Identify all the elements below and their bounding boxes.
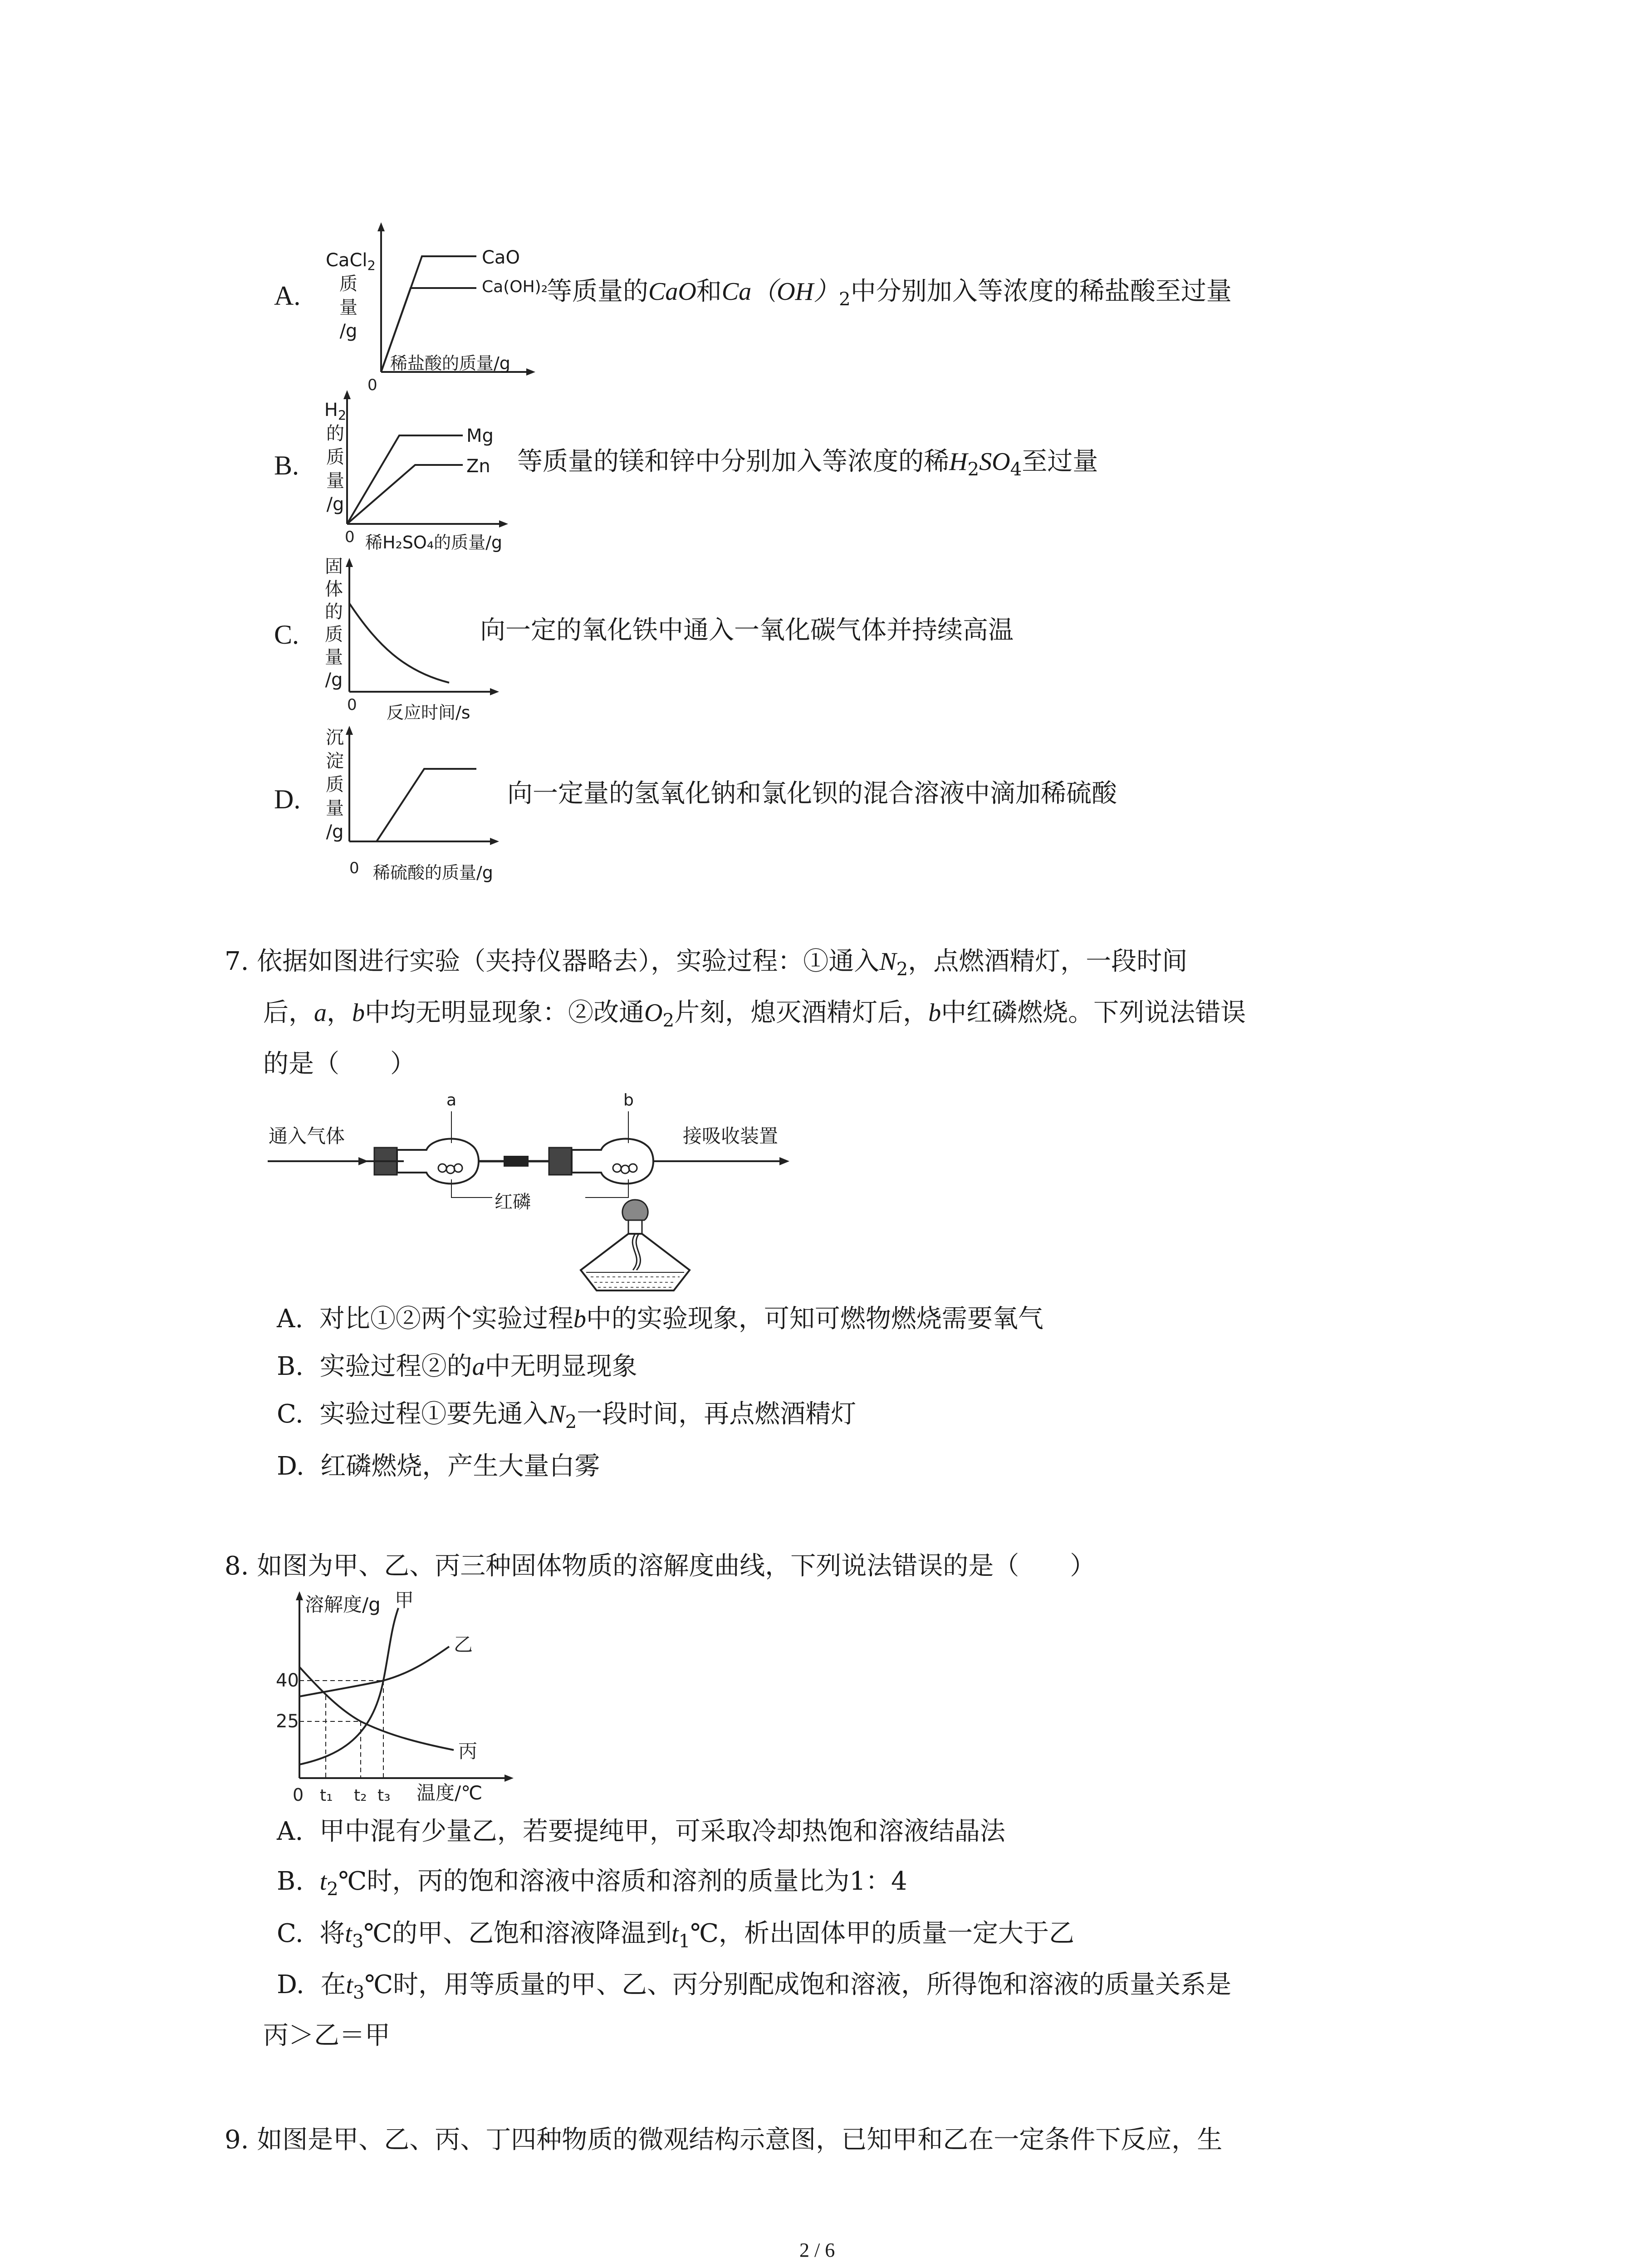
option-a-x-axis: 稀盐酸的质量/g xyxy=(390,353,510,373)
option-d-x-axis: 稀硫酸的质量/g xyxy=(373,863,493,883)
option-c-text: 向一定的氧化铁中通入一氧化碳气体并持续高温 xyxy=(480,616,1014,645)
q7-outlet-label: 接吸收装置 xyxy=(683,1125,779,1147)
option-b-y-axis: $H_2$ 的 质 量 /g xyxy=(324,400,347,515)
page-number: 2 / 6 xyxy=(799,2239,835,2261)
svg-text:0: 0 xyxy=(345,528,355,546)
option-a-y-axis: CaCl$_2$ 质 量 /g xyxy=(326,250,376,342)
series-yi: 乙 xyxy=(454,1633,473,1656)
origin-label: 0 xyxy=(367,376,377,394)
option-c-letter: C. xyxy=(274,620,299,650)
q8-option-a: A. 甲中混有少量乙，若要提纯甲，可采取冷却热饱和溶液结晶法 xyxy=(277,1817,1005,1846)
q8-y-axis-label: 溶解度/g xyxy=(305,1593,381,1616)
q7-label-a: a xyxy=(446,1091,457,1110)
x-tick-t1: t₁ xyxy=(320,1786,333,1805)
q7-inlet-label: 通入气体 xyxy=(269,1125,345,1147)
option-b-text: 等质量的镁和锌中分别加入等浓度的稀$H_2SO_4$至过量 xyxy=(517,447,1098,480)
q7-apparatus-diagram xyxy=(268,1084,794,1293)
q7-line3: 的是（ ） xyxy=(263,1049,416,1079)
svg-text:0: 0 xyxy=(347,696,357,714)
q9-stem: 9. 如图是甲、乙、丙、丁四种物质的微观结构示意图，已知甲和乙在一定条件下反应，生 xyxy=(225,2125,1223,2155)
q7-option-c: C. 实验过程①要先通入$N_2$一段时间，再点燃酒精灯 xyxy=(277,1399,857,1433)
y-tick-40: 40 xyxy=(276,1670,299,1691)
q8-option-c: C. 将$t_3℃$的甲、乙饱和溶液降温到$t_1℃$，析出固体甲的质量一定大于乙 xyxy=(277,1919,1075,1952)
q8-option-b: B. $t_2℃$时，丙的饱和溶液中溶质和溶剂的质量比为1：4 xyxy=(277,1867,907,1900)
x-tick-t2: t₂ xyxy=(354,1786,367,1805)
q8-option-d-line2: 丙＞乙＝甲 xyxy=(263,2021,390,2050)
q7-option-a: A. 对比①②两个实验过程b中的实验现象，可知可燃物燃烧需要氧气 xyxy=(277,1304,1043,1334)
option-d-text: 向一定量的氢氧化钠和氯化钡的混合溶液中滴加稀硫酸 xyxy=(507,779,1117,808)
q7-option-d: D. 红磷燃烧，产生大量白雾 xyxy=(277,1452,600,1481)
q8-solubility-chart xyxy=(272,1588,526,1805)
q7-phosphorus-label: 红磷 xyxy=(495,1192,531,1212)
series-cao: CaO xyxy=(482,247,520,268)
series-mg: Mg xyxy=(466,425,494,446)
q7-line1: 7. 依据如图进行实验（夹持仪器略去），实验过程：①通入$N_2$，点燃酒精灯，一段时间 xyxy=(225,947,1188,980)
option-a-letter: A. xyxy=(274,281,301,311)
origin-0: 0 xyxy=(293,1785,304,1805)
q7-label-b: b xyxy=(623,1091,634,1110)
option-a-text: 等质量的CaO和$Ca(OH)_2$中分别加入等浓度的稀盐酸至过量 xyxy=(547,277,1232,310)
series-jia: 甲 xyxy=(395,1589,414,1611)
q8-x-axis-label: 温度/℃ xyxy=(416,1782,483,1804)
x-tick-t3: t₃ xyxy=(377,1786,391,1805)
option-c-y-axis: 固 体 的 质 量 /g xyxy=(325,556,343,690)
option-b-x-axis: 稀H₂SO₄的质量/g xyxy=(365,533,502,552)
series-caoh2: Ca(OH)₂ xyxy=(482,278,548,296)
svg-text:0: 0 xyxy=(349,859,359,877)
q8-option-d: D. 在$t_3℃$时，用等质量的甲、乙、丙分别配成饱和溶液，所得饱和溶液的质量关系是 xyxy=(277,1970,1232,2004)
q7-line2: 后，a，b中均无明显现象：②改通$O_2$片刻，熄灭酒精灯后，b中红磷燃烧。下列说法错误 xyxy=(263,998,1246,1031)
q7-option-b: B. 实验过程②的a中无明显现象 xyxy=(277,1352,637,1381)
option-d-letter: D. xyxy=(274,784,301,814)
option-d-y-axis: 沉 淀 质 量 /g xyxy=(326,727,344,842)
option-c-x-axis: 反应时间/s xyxy=(387,703,470,723)
y-tick-25: 25 xyxy=(276,1711,299,1732)
option-b-letter: B. xyxy=(274,450,299,480)
series-bing: 丙 xyxy=(458,1740,478,1762)
series-zn: Zn xyxy=(466,456,490,477)
q8-stem: 8. 如图为甲、乙、丙三种固体物质的溶解度曲线，下列说法错误的是（ ） xyxy=(225,1551,1096,1581)
